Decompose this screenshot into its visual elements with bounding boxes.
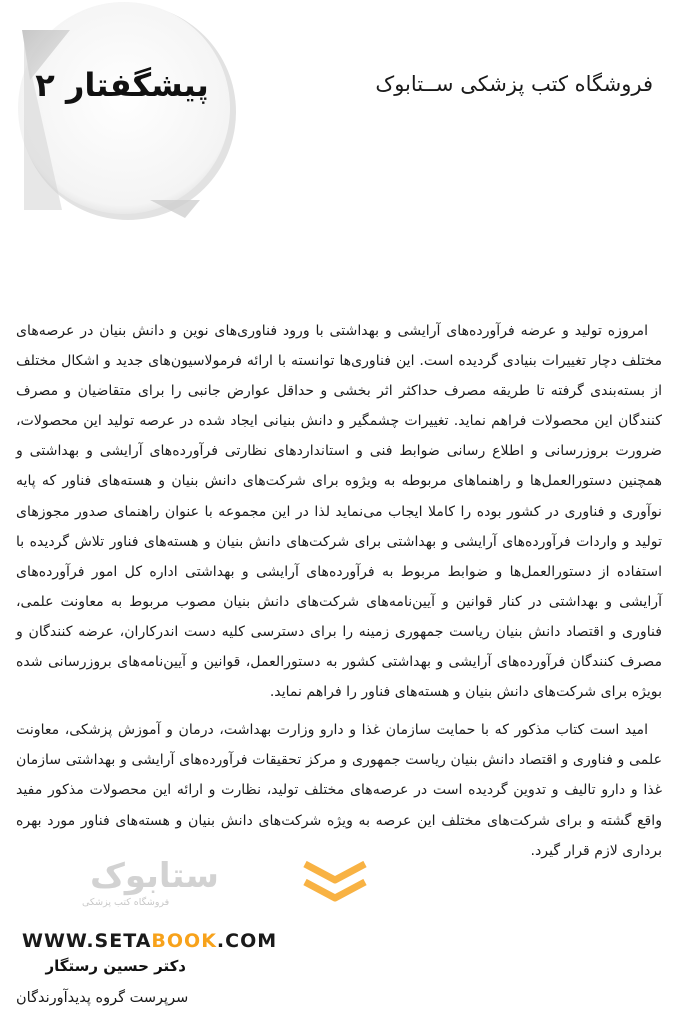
badge-circle-graphic (0, 0, 250, 240)
author-name: دکتر حسین رستگار (45, 957, 186, 975)
author-role: سرپرست گروه پدیدآورندگان (16, 990, 189, 1006)
paragraph: امروزه تولید و عرضه فرآورده‌های آرایشی و بهداشتی با ورود فناوری‌های نوین و دانش بنیان در عرصه‌های مختلف دچار تغییرات بنیادی گردیده است. این فناوری‌ها توانسته با ارائه فرمولاسیون‌های جدید و اشکال مختلف از بسته‌بندی گرفته تا طریقه مصرف حداکثر اثر بخشی و حداقل عوارض جانبی را برای متقاضیان و مصرف کنندگان این محصولات فراهم نماید. تغییرات چشمگیر و دانش بنیانی ایجاد شده در عرصه تولید این محصولات، ضرورت بروزرسانی و اطلاع رسانی ضوابط فنی و استانداردهای نظارتی فرآورده‌های آرایشی و بهداشتی و همچنین دستورالعمل‌ها و راهنماهای مربوطه به ویژوه برای شرکت‌های دانش بنیان و هسته‌های فناور که پایه نوآوری و فناوری در کشور بوده را کاملا ایجاب می‌نماید لذا در این مجموعه با عنوان راهنمای صدور مجوزهای تولید و واردات فرآورده‌های آرایشی و بهداشتی برای شرکت‌های دانش بنیان و هسته‌های فناور تلاش گردیده با استفاده از دستورالعمل‌ها و ضوابط مربوط به فرآورده‌های آرایشی و بهداشتی اداره کل امور فرآورده‌های آرایشی و بهداشتی در کنار قوانین و آیین‌نامه‌های شرکت‌های دانش بنیان مصوب مربوط به معاونت علمی، فناوری و اقتصاد دانش بنیان ریاست جمهوری زمینه را برای دسترسی کلیه دست اندرکاران، عرضه کنندگان و مصرف کنندگان فرآورده‌های آرایشی و بهداشتی کشور به دستورالعمل، قوانین و آیین‌نامه‌های بروزرسانی شده بویژه برای شرکت‌های دانش بنیان و هسته‌های فناور را فراهم نماید. (16, 323, 662, 701)
url-prefix: WWW.SETA (22, 930, 152, 952)
paragraph: امید است کتاب مذکور که با حمایت سازمان غذا و دارو وزارت بهداشت، درمان و آموزش پزشکی، معاونت علمی و فناوری و اقتصاد دانش بنیان ریاست جمهوری و مرکز تحقیقات فرآورده‌های آرایشی و بهداشتی سازمان غذا و دارو تالیف و تدوین گردیده است در عرصه‌های مختلف تولید، نظارت و ارائه این محصولات مذکور مفید واقع گشته و برای شرکت‌های مختلف این عرصه به ویژه شرکت‌های دانش بنیان و هسته‌های فناور مورد بهره برداری لازم قرار گیرد. (16, 722, 662, 859)
foreword-body (16, 316, 662, 874)
url-suffix: .COM (216, 930, 278, 952)
chapter-badge (0, 0, 250, 240)
watermark-url (22, 930, 277, 952)
store-title: فروشگاه کتب پزشکی ســتابوک (375, 72, 653, 96)
watermark-brand: ستابوک (90, 856, 219, 896)
chapter-title: پیشگفتار ۲ (35, 66, 209, 104)
url-accent: BOOK (151, 930, 217, 952)
watermark-subtitle: فروشگاه کتب پزشکی (82, 897, 170, 908)
